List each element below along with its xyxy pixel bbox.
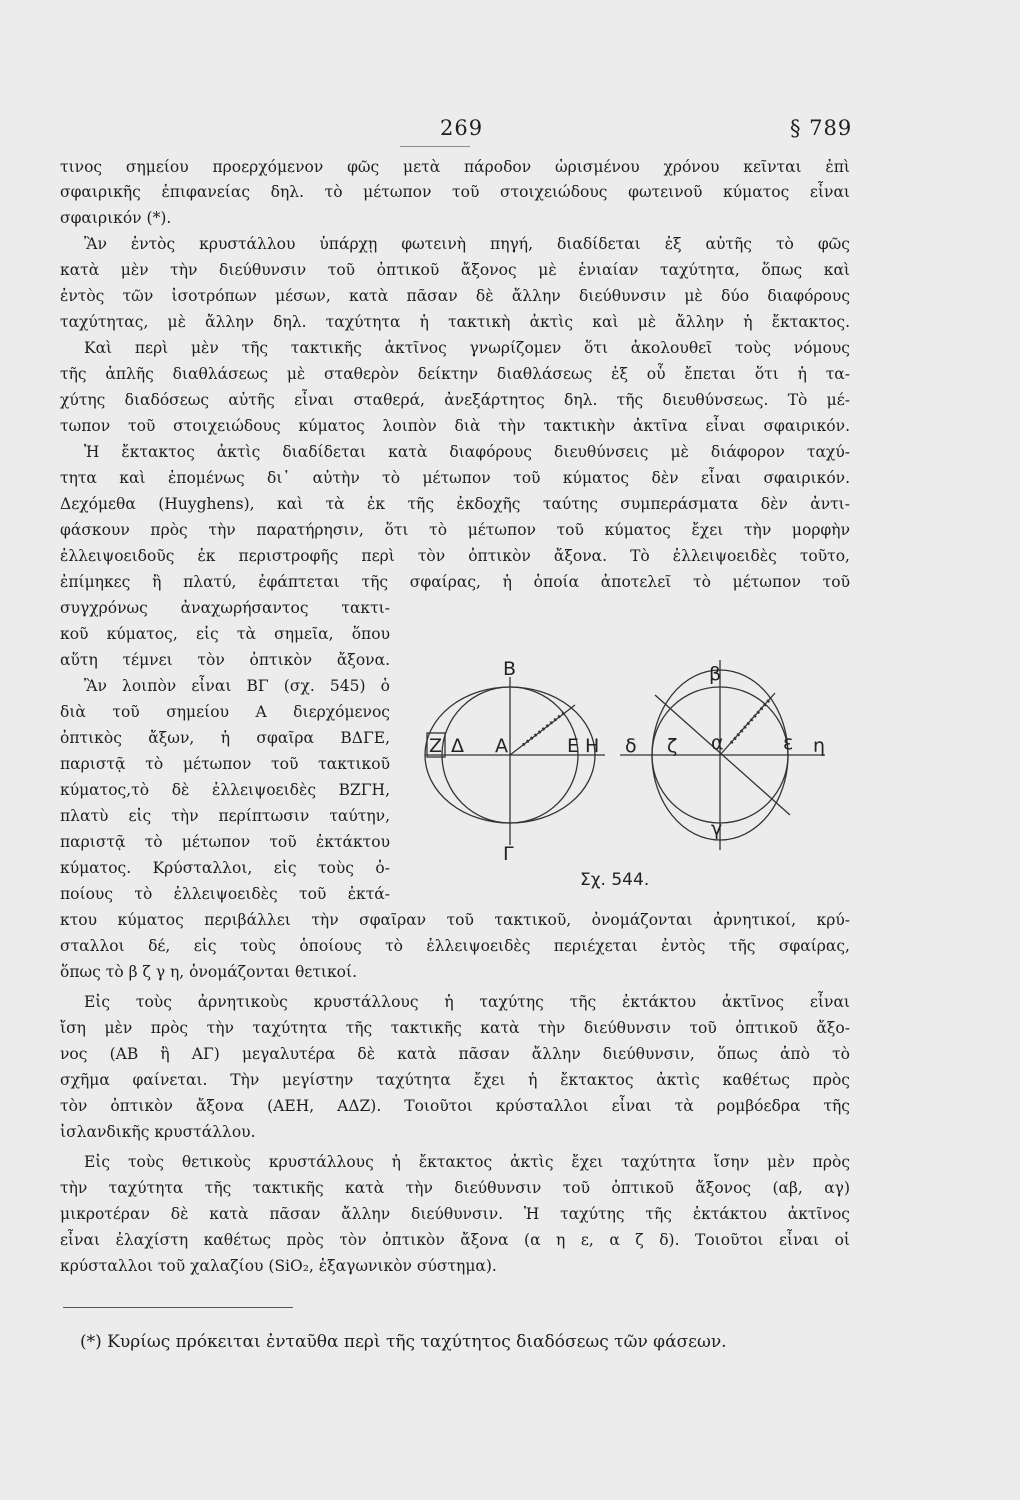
footnote: (*) Κυρίως πρόκειται ἐνταῦθα περὶ τῆς ταχύτητος διαδόσεως τῶν φάσεων. [80, 1332, 727, 1352]
text-line: μικροτέραν δὲ κατὰ πᾶσαν ἄλλην διεύθυνσιν. Ἡ ταχύτης τῆς ἐκτάκτου ἀκτῖνος [60, 1205, 850, 1223]
label-A: Α [495, 735, 508, 757]
text-line: φάσκουν πρὸς τὴν παρατήρησιν, ὅτι τὸ μέτωπον τοῦ κύματος ἔχει τὴν μορφὴν [60, 521, 850, 539]
label-z: ζ [667, 735, 678, 757]
text-line: συγχρόνως ἀναχωρήσαντος τακτι- [60, 599, 390, 617]
section-number: § 789 [790, 116, 853, 140]
label-e: ε [783, 732, 794, 754]
text-line: παριστᾷ τὸ μέτωπον τοῦ ἐκτάκτου [60, 833, 390, 851]
text-line: τητα καὶ ἐπομένως δι᾽ αὐτὴν τὸ μέτωπον τοῦ κύματος δὲν εἶναι σφαιρικόν. [60, 469, 850, 487]
text-line: κατὰ μὲν τὴν διεύθυνσιν τοῦ ὀπτικοῦ ἄξονος μὲ ἑνιαίαν ταχύτητα, ὅπως καὶ [60, 261, 850, 279]
label-E: Ε [567, 735, 580, 757]
text-line: σφαιρικόν (*). [60, 209, 172, 227]
text-line: Δεχόμεθα (Huyghens), καὶ τὰ ἐκ τῆς ἐκδοχῆς ταύτης συμπεράσματα δὲν ἀντι- [60, 495, 850, 513]
text-line: τὸν ὀπτικὸν ἄξονα (ΑΕΗ, ΑΔΖ). Τοιοῦτοι κρύσταλλοι εἶναι τὰ ρομβόεδρα τῆς [60, 1097, 850, 1115]
text-line: ἐντὸς τῶν ἰσοτρόπων μέσων, κατὰ πᾶσαν δὲ ἄλλην διεύθυνσιν μὲ δύο διαφόρους [60, 287, 850, 305]
ray-left [510, 705, 575, 755]
text-line: σταλλοι δέ, εἰς τοὺς ὁποίους τὸ ἐλλειψοειδὲς περιέχεται ἐντὸς τῆς σφαίρας, [60, 937, 850, 955]
text-line: διὰ τοῦ σημείου Α διερχόμενος [60, 703, 390, 721]
label-G: Γ [503, 843, 514, 865]
text-line: Εἰς τοὺς θετικοὺς κρυστάλλους ἡ ἔκτακτος ἀκτὶς ἔχει ταχύτητα ἴσην μὲν πρὸς [84, 1153, 850, 1171]
text-line: χύτης διαδόσεως αὐτῆς εἶναι σταθερά, ἀνεξάρτητος δηλ. τῆς διευθύνσεως. Τὸ μέ- [60, 391, 850, 409]
text-line: τινος σημείου προερχόμενον φῶς μετὰ πάροδον ὡρισμένου χρόνου κεῖνται ἐπὶ [60, 158, 850, 176]
footnote-rule [63, 1307, 293, 1308]
label-D: Δ [451, 735, 464, 757]
label-b: β [709, 663, 722, 685]
text-line: ἐπίμηκες ἢ πλατύ, ἐφάπτεται τῆς σφαίρας, ἡ ὁποία ἀποτελεῖ τὸ μέτωπον τοῦ [60, 573, 850, 591]
text-line: ἴση μὲν πρὸς τὴν ταχύτητα τῆς τακτικῆς κατὰ τὴν διεύθυνσιν τοῦ ὀπτικοῦ ἄξο- [60, 1019, 850, 1037]
text-line: Ἡ ἔκτακτος ἀκτὶς διαδίδεται κατὰ διαφόρους διευθύνσεις μὲ διάφορον ταχύ- [84, 443, 850, 461]
label-d: δ [625, 735, 637, 757]
label-g: γ [711, 818, 723, 840]
label-h: η [813, 735, 826, 757]
label-Z: Ζ [429, 735, 443, 757]
text-line: σχῆμα φαίνεται. Τὴν μεγίστην ταχύτητα ἔχει ἡ ἔκτακτος ἀκτὶς καθέτως πρὸς [60, 1071, 850, 1089]
text-line: νος (ΑΒ ἢ ΑΓ) μεγαλυτέρα δὲ κατὰ πᾶσαν ἄλλην διεύθυνσιν, ὅπως ἀπὸ τὸ [60, 1045, 850, 1063]
label-a: α [711, 732, 724, 754]
text-line: κρύσταλλοι τοῦ χαλαζίου (SiO₂, ἑξαγωνικὸν σύστημα). [60, 1257, 497, 1275]
text-line: ὀπτικὸς ἄξων, ἡ σφαῖρα ΒΔΓΕ, [60, 729, 390, 747]
text-line: Καὶ περὶ μὲν τῆς τακτικῆς ἀκτῖνος γνωρίζομεν ὅτι ἀκολουθεῖ τοὺς νόμους [84, 339, 850, 357]
text-line: τωπον τοῦ στοιχειώδους κύματος λοιπὸν διὰ τὴν τακτικὴν ἀκτῖνα εἶναι σφαιρικόν. [60, 417, 850, 435]
text-line: τῆς ἁπλῆς διαθλάσεως μὲ σταθερὸν δείκτην διαθλάσεως ἐξ οὗ ἔπεται ὅτι ἡ τα- [60, 365, 850, 383]
text-line: κοῦ κύματος, εἰς τὰ σημεῖα, ὅπου [60, 625, 390, 643]
figure-544 [415, 635, 855, 905]
text-line: παριστᾷ τὸ μέτωπον τοῦ τακτικοῦ [60, 755, 390, 773]
text-line: σφαιρικῆς ἐπιφανείας δηλ. τὸ μέτωπον τοῦ στοιχειώδους φωτεινοῦ κύματος εἶναι [60, 183, 850, 201]
header-rule [400, 146, 470, 147]
text-line: εἶναι ἐλαχίστη καθέτως πρὸς τὸν ὀπτικὸν ἄξονα (α η ε, α ζ δ). Τοιοῦτοι εἶναι οἱ [60, 1231, 850, 1249]
text-line: ὅπως τὸ β ζ γ η, ὀνομάζονται θετικοί. [60, 963, 358, 981]
text-line: κτου κύματος περιβάλλει τὴν σφαῖραν τοῦ τακτικοῦ, ὀνομάζονται ἀρνητικοί, κρύ- [60, 911, 850, 929]
figure-caption: Σχ. 544. [580, 870, 650, 890]
text-line: ταχύτητας, μὲ ἄλλην δηλ. ταχύτητα ἡ τακτικὴ ἀκτὶς καὶ μὲ ἄλλην ἡ ἔκτακτος. [60, 313, 850, 331]
text-line: ἰσλανδικῆς κρυστάλλου. [60, 1123, 256, 1141]
page-number: 269 [440, 116, 484, 140]
label-H: Η [585, 735, 600, 757]
text-line: κύματος. Κρύσταλλοι, εἰς τοὺς ὁ- [60, 859, 390, 877]
text-line: Ἂν λοιπὸν εἶναι ΒΓ (σχ. 545) ὁ [84, 677, 390, 695]
text-line: Εἰς τοὺς ἀρνητικοὺς κρυστάλλους ἡ ταχύτης τῆς ἐκτάκτου ἀκτῖνος εἶναι [84, 993, 850, 1011]
label-B: Β [503, 658, 517, 680]
text-line: ἐλλειψοειδοῦς ἐκ περιστροφῆς περὶ τὸν ὀπτικὸν ἄξονα. Τὸ ἐλλειψοειδὲς τοῦτο, [60, 547, 850, 565]
text-line: αὕτη τέμνει τὸν ὀπτικὸν ἄξονα. [60, 651, 390, 669]
text-line: πλατὺ εἰς τὴν περίπτωσιν ταύτην, [60, 807, 390, 825]
text-line: κύματος,τὸ δὲ ἐλλειψοειδὲς ΒΖΓΗ, [60, 781, 390, 799]
text-line: Ἂν ἐντὸς κρυστάλλου ὑπάρχῃ φωτεινὴ πηγή, διαδίδεται ἐξ αὐτῆς τὸ φῶς [84, 235, 850, 253]
text-line: ποίους τὸ ἐλλειψοειδὲς τοῦ ἐκτά- [60, 885, 390, 903]
text-line: τὴν ταχύτητα τῆς τακτικῆς κατὰ τὴν διεύθυνσιν τοῦ ὀπτικοῦ ἄξονος (αβ, αγ) [60, 1179, 850, 1197]
